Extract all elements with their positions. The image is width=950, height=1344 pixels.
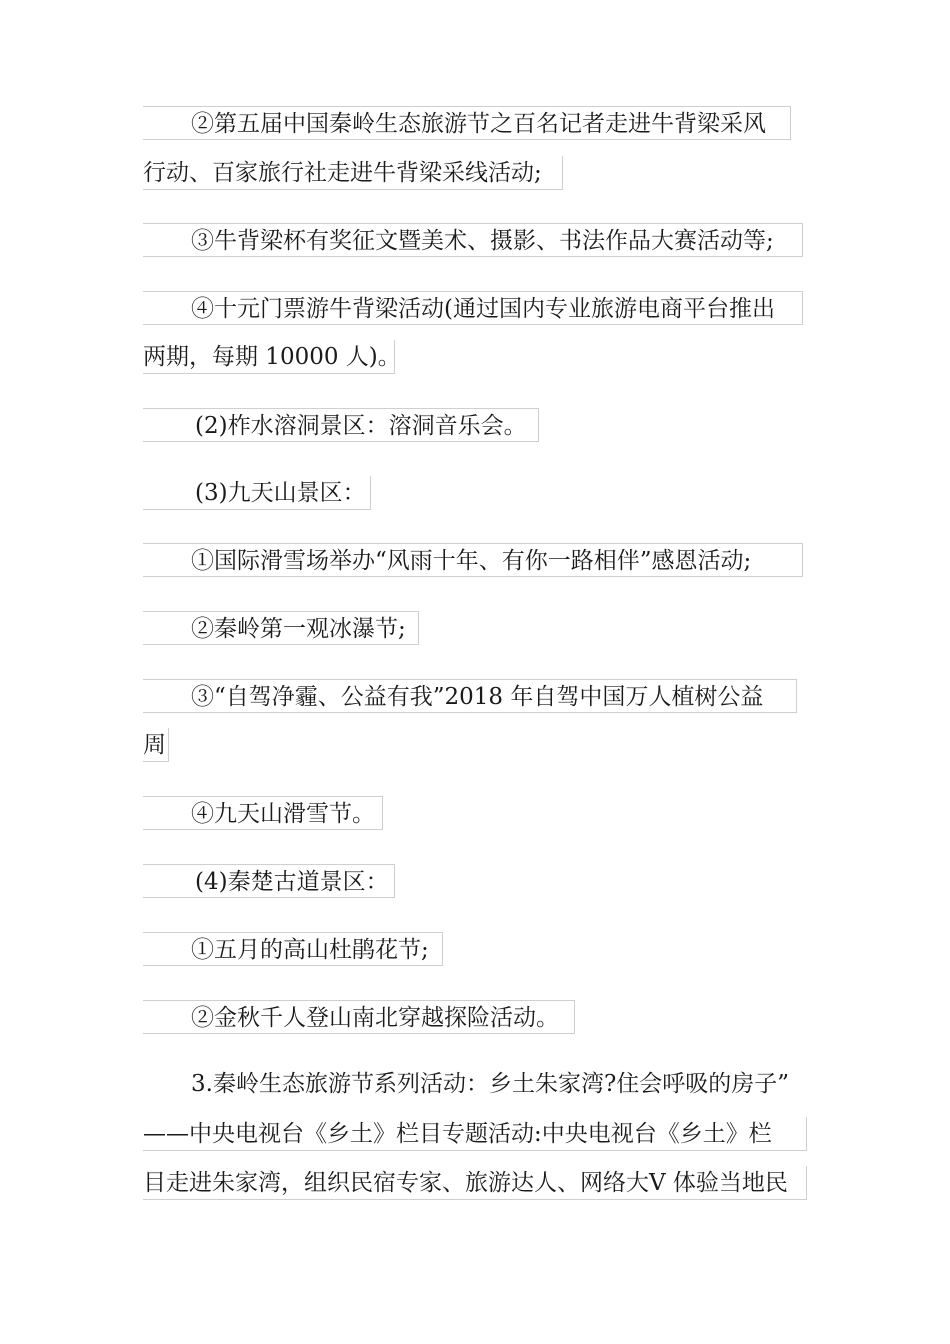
paragraph-line: ①国际滑雪场举办“风雨十年、有你一路相伴”感恩活动; <box>143 543 803 577</box>
paragraph-line: ③“自驾净霾、公益有我”2018 年自驾中国万人植树公益 <box>143 679 797 713</box>
paragraph-line: ②金秋千人登山南北穿越探险活动。 <box>143 1000 575 1034</box>
paragraph-line: ④九天山滑雪节。 <box>143 796 383 830</box>
paragraph-line: 周 <box>143 728 169 762</box>
paragraph-line: ①五月的高山杜鹃花节; <box>143 932 443 966</box>
paragraph-line: ②第五届中国秦岭生态旅游节之百名记者走进牛背梁采风 <box>143 106 791 140</box>
paragraph-line: 行动、百家旅行社走进牛背梁采线活动; <box>143 156 563 190</box>
paragraph-line: 目走进朱家湾，组织民宿专家、旅游达人、网络大V 体验当地民 <box>143 1166 807 1200</box>
paragraph-line: 3.秦岭生态旅游节系列活动：乡土朱家湾?住会呼吸的房子” <box>191 1071 790 1097</box>
paragraph-line: (2)柞水溶洞景区：溶洞音乐会。 <box>143 408 539 442</box>
paragraph-line: ②秦岭第一观冰瀑节; <box>143 611 419 645</box>
paragraph-line: 两期，每期 10000 人)。 <box>143 340 395 374</box>
paragraph-line: ④十元门票游牛背梁活动(通过国内专业旅游电商平台推出 <box>143 291 803 325</box>
paragraph-line: (4)秦楚古道景区： <box>143 864 395 898</box>
paragraph-line: (3)九天山景区： <box>143 476 371 510</box>
paragraph-line: ——中央电视台《乡土》栏目专题活动:中央电视台《乡土》栏 <box>143 1117 807 1151</box>
paragraph-line: ③牛背梁杯有奖征文暨美术、摄影、书法作品大赛活动等; <box>143 223 803 257</box>
